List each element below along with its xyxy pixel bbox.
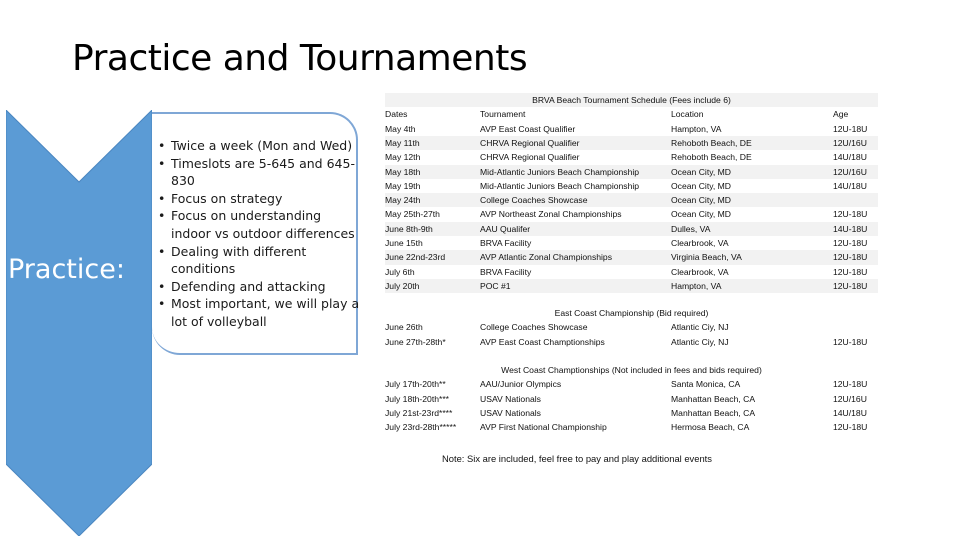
bullet-item: • Twice a week (Mon and Wed) bbox=[157, 137, 362, 155]
practice-label: Practice: bbox=[8, 254, 125, 285]
row-date: June 27th-28th* bbox=[385, 336, 446, 347]
row-location: Manhattan Beach, CA bbox=[671, 393, 756, 404]
row-tournament: College Coaches Showcase bbox=[480, 322, 588, 333]
row-location: Ocean City, MD bbox=[671, 166, 732, 177]
table-row bbox=[385, 392, 878, 406]
row-date: May 25th-27th bbox=[385, 209, 440, 220]
row-date: July 23rd-28th***** bbox=[385, 422, 457, 433]
row-date: May 11th bbox=[385, 137, 420, 148]
row-location: Hampton, VA bbox=[671, 280, 722, 291]
row-tournament: BRVA Facility bbox=[480, 238, 532, 248]
bullet-item: • Dealing with different conditions bbox=[157, 243, 362, 278]
table-row bbox=[385, 406, 878, 420]
row-location: Atlantic Ciy, NJ bbox=[671, 336, 729, 347]
row-date: July 18th-20th*** bbox=[385, 393, 450, 404]
row-date: May 24th bbox=[385, 195, 421, 206]
slide-title: Practice and Tournaments bbox=[72, 38, 528, 79]
row-location: Clearbrook, VA bbox=[671, 266, 729, 277]
row-age: 12U-18U bbox=[833, 209, 868, 220]
row-tournament: Mid-Atlantic Juniors Beach Championship bbox=[480, 180, 640, 191]
row-age: 12U/16U bbox=[833, 393, 867, 404]
row-location: Clearbrook, VA bbox=[671, 238, 729, 248]
row-tournament: BRVA Facility bbox=[480, 266, 532, 277]
schedule-note: Note: Six are included, feel free to pay and play additional events bbox=[442, 453, 712, 464]
row-tournament: Mid-Atlantic Juniors Beach Championship bbox=[480, 166, 640, 177]
row-location: Santa Monica, CA bbox=[671, 379, 741, 390]
row-location: Atlantic Ciy, NJ bbox=[671, 322, 729, 333]
row-date: July 20th bbox=[385, 280, 420, 291]
row-date: May 19th bbox=[385, 180, 421, 191]
practice-bullet-list bbox=[157, 137, 362, 331]
table-row bbox=[385, 265, 878, 279]
table-header-row bbox=[385, 107, 878, 121]
table-row bbox=[385, 320, 878, 334]
row-tournament: AVP Atlantic Zonal Championships bbox=[480, 252, 613, 263]
row-date: June 26th bbox=[385, 322, 423, 333]
table-row bbox=[385, 193, 878, 207]
row-age: 12U-18U bbox=[833, 280, 868, 291]
row-age: 12U-18U bbox=[833, 123, 868, 134]
row-location: Ocean City, MD bbox=[671, 180, 732, 191]
east-coast-caption: East Coast Championship (Bid required) bbox=[554, 308, 709, 318]
table-row bbox=[385, 222, 878, 236]
row-date: May 18th bbox=[385, 166, 421, 177]
row-age: 12U-18U bbox=[833, 379, 868, 390]
table-row bbox=[385, 377, 878, 391]
row-age: 12U-18U bbox=[833, 252, 868, 263]
row-location: Ocean City, MD bbox=[671, 209, 732, 220]
row-date: June 22nd-23rd bbox=[385, 252, 446, 263]
header-age: Age bbox=[833, 109, 849, 119]
header-tournament: Tournament bbox=[480, 109, 526, 119]
row-location: Manhattan Beach, CA bbox=[671, 407, 756, 418]
bullet-item: • Focus on strategy bbox=[157, 190, 362, 208]
bullet-item: • Focus on understanding indoor vs outdoor differences bbox=[157, 207, 362, 242]
west-coast-caption: West Coast Champtionships (Not included in fees and bids required) bbox=[501, 365, 762, 375]
row-location: Dulles, VA bbox=[671, 223, 711, 234]
row-location: Hampton, VA bbox=[671, 123, 722, 134]
row-tournament: USAV Nationals bbox=[480, 407, 541, 418]
bullet-item: • Timeslots are 5-645 and 645-830 bbox=[157, 155, 362, 190]
row-age: 14U-18U bbox=[833, 223, 868, 234]
row-age: 12U-18U bbox=[833, 336, 868, 347]
table-row bbox=[385, 420, 878, 434]
row-age: 14U/18U bbox=[833, 407, 867, 418]
row-age: 12U-18U bbox=[833, 422, 868, 433]
row-location: Ocean City, MD bbox=[671, 195, 732, 206]
header-location: Location bbox=[671, 109, 704, 119]
row-tournament: USAV Nationals bbox=[480, 393, 541, 404]
brva-schedule-caption: BRVA Beach Tournament Schedule (Fees include 6) bbox=[385, 93, 878, 107]
row-tournament: AVP East Coast Champtionships bbox=[480, 336, 605, 347]
row-location: Rehoboth Beach, DE bbox=[671, 152, 752, 163]
table-row bbox=[385, 122, 878, 136]
row-age: 14U/18U bbox=[833, 152, 867, 163]
bullet-item: • Defending and attacking bbox=[157, 278, 362, 296]
row-location: Rehoboth Beach, DE bbox=[671, 137, 752, 148]
table-row bbox=[385, 236, 878, 250]
table-row bbox=[385, 150, 878, 164]
row-location: Hermosa Beach, CA bbox=[671, 422, 750, 433]
table-row bbox=[385, 165, 878, 179]
row-tournament: AVP Northeast Zonal Championships bbox=[480, 209, 622, 220]
practice-chevron bbox=[6, 110, 152, 536]
row-age: 12U/16U bbox=[833, 137, 867, 148]
row-tournament: POC #1 bbox=[480, 280, 511, 291]
row-age: 12U-18U bbox=[833, 238, 868, 248]
row-date: June 15th bbox=[385, 238, 423, 248]
row-tournament: AAU/Junior Olympics bbox=[480, 379, 562, 390]
table-row bbox=[385, 207, 878, 221]
row-age: 12U/16U bbox=[833, 166, 867, 177]
row-age: 14U/18U bbox=[833, 180, 867, 191]
table-row bbox=[385, 250, 878, 264]
table-row bbox=[385, 279, 878, 293]
row-tournament: AVP East Coast Qualifier bbox=[480, 123, 576, 134]
row-tournament: College Coaches Showcase bbox=[480, 195, 588, 206]
table-row bbox=[385, 179, 878, 193]
row-date: July 21st-23rd**** bbox=[385, 407, 453, 418]
row-date: June 8th-9th bbox=[385, 223, 433, 234]
bullet-item: • Most important, we will play a lot of volleyball bbox=[157, 295, 362, 330]
table-row bbox=[385, 335, 878, 349]
row-age: 12U-18U bbox=[833, 266, 868, 277]
row-date: May 4th bbox=[385, 123, 416, 134]
header-dates: Dates bbox=[385, 109, 408, 119]
row-tournament: CHRVA Regional Qualifier bbox=[480, 152, 580, 163]
row-date: May 12th bbox=[385, 152, 421, 163]
row-date: July 6th bbox=[385, 266, 415, 277]
row-tournament: CHRVA Regional Qualifier bbox=[480, 137, 580, 148]
row-tournament: AAU Qualifer bbox=[480, 223, 531, 234]
row-location: Virginia Beach, VA bbox=[671, 252, 742, 263]
row-date: July 17th-20th** bbox=[385, 379, 446, 390]
row-tournament: AVP First National Championship bbox=[480, 422, 607, 433]
table-row bbox=[385, 136, 878, 150]
